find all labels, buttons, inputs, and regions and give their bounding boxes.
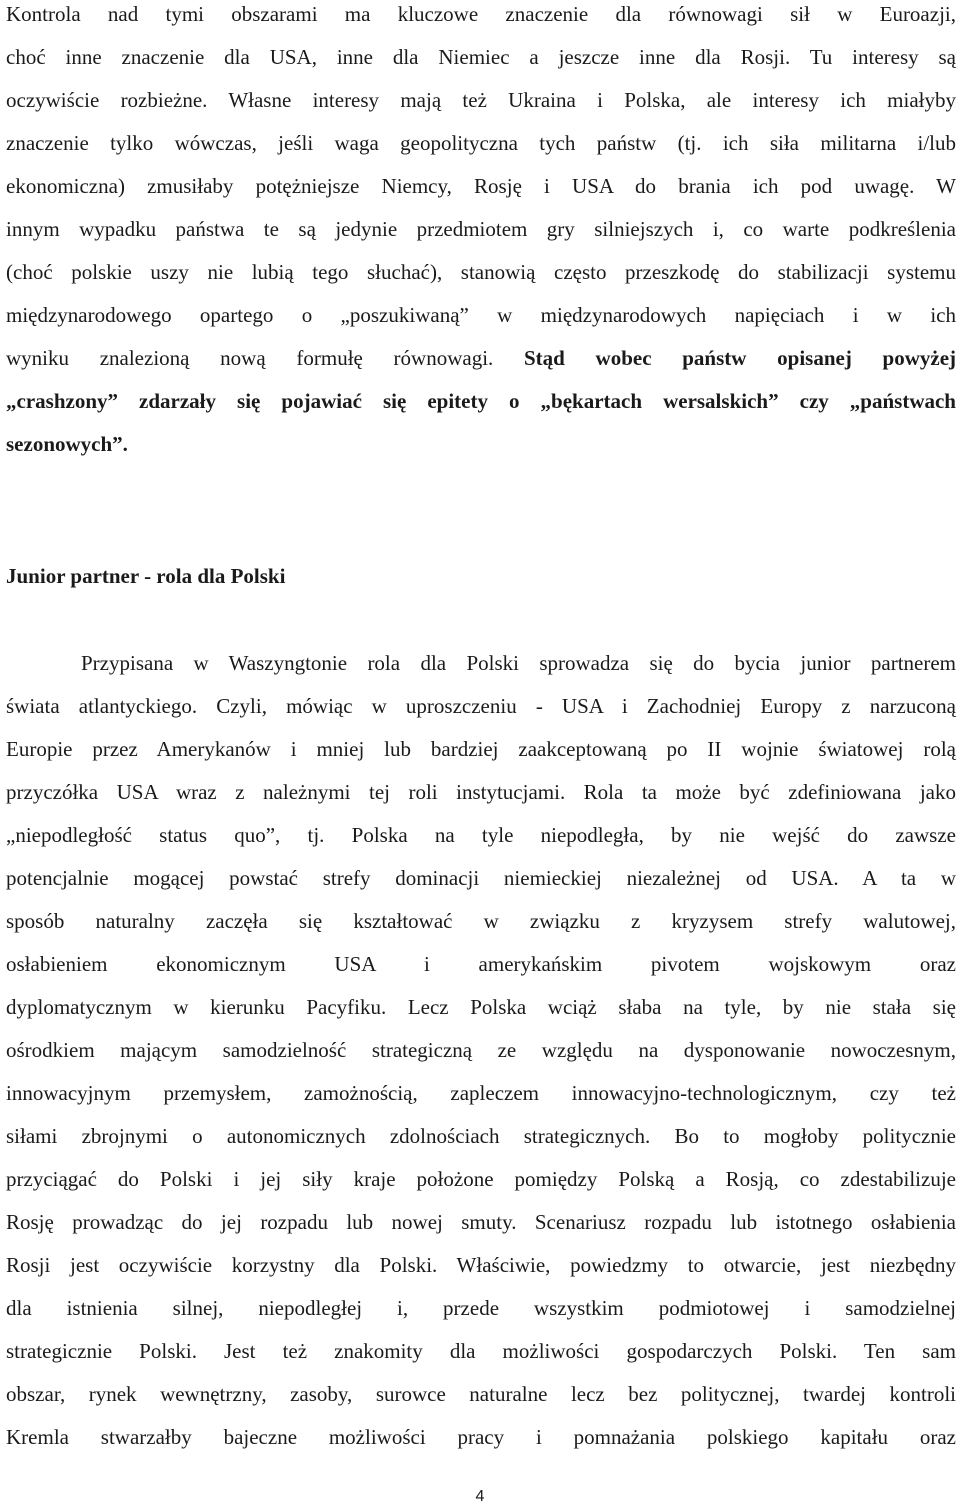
emphasized-text: Stąd wobec państw opisanej powyżej bbox=[524, 346, 957, 370]
paragraph-line: przyczółka USA wraz z należnymi tej roli instytucjami. Rola ta może być zdefiniowana jako bbox=[6, 780, 956, 804]
paragraph-line: strategicznie Polski. Jest też znakomity dla możliwości gospodarczych Polski. Ten sam bbox=[6, 1339, 956, 1363]
paragraph-line: ośrodkiem mającym samodzielność strategiczną ze względu na dysponowanie nowoczesnym, bbox=[6, 1038, 956, 1062]
paragraph-line: sposób naturalny zaczęła się kształtować w związku z kryzysem strefy walutowej, bbox=[6, 909, 956, 933]
paragraph-line: „niepodległość status quo”, tj. Polska na tyle niepodległa, by nie wejść do zawsze bbox=[6, 823, 956, 847]
paragraph-line: oczywiście rozbieżne. Własne interesy mają też Ukraina i Polska, ale interesy ich miałyby bbox=[6, 88, 956, 112]
paragraph-line: osłabieniem ekonomicznym USA i amerykańskim pivotem wojskowym oraz bbox=[6, 952, 956, 976]
paragraph-line: innowacyjnym przemysłem, zamożnością, zapleczem innowacyjno-technologicznym, czy też bbox=[6, 1081, 956, 1105]
paragraph-line: innym wypadku państwa te są jedynie przedmiotem gry silniejszych i, co warte podkreślenia bbox=[6, 217, 956, 241]
paragraph-line: Przypisana w Waszyngtonie rola dla Polski sprowadza się do bycia junior partnerem bbox=[81, 651, 956, 675]
paragraph-line: ekonomiczna) zmusiłaby potężniejsze Niemcy, Rosję i USA do brania ich pod uwagę. W bbox=[6, 174, 956, 198]
paragraph-line: świata atlantyckiego. Czyli, mówiąc w uproszczeniu - USA i Zachodniej Europy z narzuconą bbox=[6, 694, 956, 718]
paragraph-text: wyniku znalezioną nową formułę równowagi. bbox=[6, 346, 524, 370]
paragraph-line: dyplomatycznym w kierunku Pacyfiku. Lecz Polska wciąż słaba na tyle, by nie stała się bbox=[6, 995, 956, 1019]
page-number: 4 bbox=[475, 1488, 485, 1505]
paragraph-line: Kremla stwarzałby bajeczne możliwości pracy i pomnażania polskiego kapitału oraz bbox=[6, 1425, 956, 1449]
paragraph-line: obszar, rynek wewnętrzny, zasoby, surowce naturalne lecz bez politycznej, twardej kontroli bbox=[6, 1382, 956, 1406]
paragraph-line: siłami zbrojnymi o autonomicznych zdolnościach strategicznych. Bo to mogłoby politycznie bbox=[6, 1124, 956, 1148]
paragraph-line: potencjalnie mogącej powstać strefy dominacji niemieckiej niezależnej od USA. A ta w bbox=[6, 866, 956, 890]
paragraph-line-mixed bbox=[6, 346, 956, 370]
paragraph-line: dla istnienia silnej, niepodległej i, przede wszystkim podmiotowej i samodzielnej bbox=[6, 1296, 956, 1320]
paragraph-line: Europie przez Amerykanów i mniej lub bardziej zaakceptowaną po II wojnie światowej rolą bbox=[6, 737, 956, 761]
paragraph-line: Rosji jest oczywiście korzystny dla Polski. Właściwie, powiedzmy to otwarcie, jest niezbędny bbox=[6, 1253, 956, 1277]
emphasized-line: sezonowych”. bbox=[6, 432, 128, 456]
paragraph-line: przyciągać do Polski i jej siły kraje położone pomiędzy Polską a Rosją, co zdestabilizuje bbox=[6, 1167, 956, 1191]
paragraph-line: Rosję prowadząc do jej rozpadu lub nowej smuty. Scenariusz rozpadu lub istotnego osłabienia bbox=[6, 1210, 956, 1234]
emphasized-line: „crashzony” zdarzały się pojawiać się epitety o „bękartach wersalskich” czy „państwach bbox=[6, 389, 956, 413]
paragraph-line: choć inne znaczenie dla USA, inne dla Niemiec a jeszcze inne dla Rosji. Tu interesy są bbox=[6, 45, 956, 69]
section-heading: Junior partner - rola dla Polski bbox=[6, 564, 286, 588]
paragraph-line: Kontrola nad tymi obszarami ma kluczowe znaczenie dla równowagi sił w Euroazji, bbox=[6, 2, 956, 26]
paragraph-line: (choć polskie uszy nie lubią tego słuchać), stanowią często przeszkodę do stabilizacji systemu bbox=[6, 260, 956, 284]
paragraph-line: znaczenie tylko wówczas, jeśli waga geopolityczna tych państw (tj. ich siła militarna i/lub bbox=[6, 131, 956, 155]
paragraph-line: międzynarodowego opartego o „poszukiwaną” w międzynarodowych napięciach i w ich bbox=[6, 303, 956, 327]
